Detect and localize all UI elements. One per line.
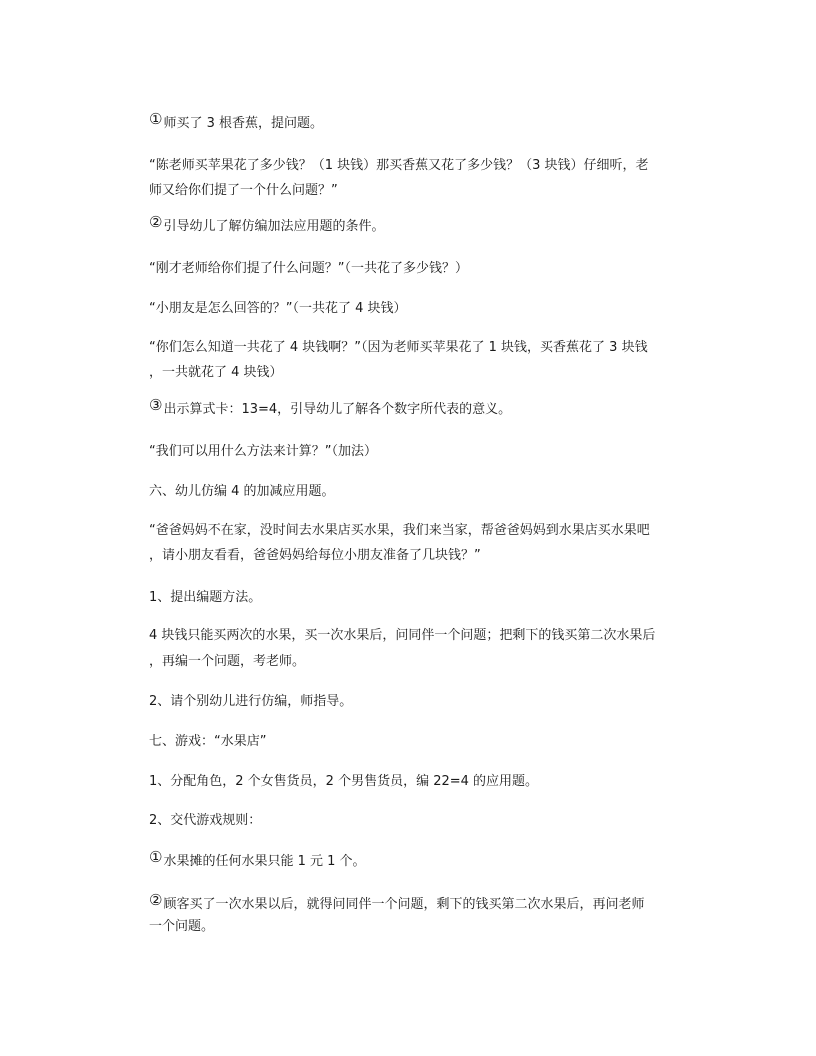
paragraph-line — [149, 260, 468, 278]
line-text: 引导幼儿了解仿编加法应用题的条件。 — [163, 219, 385, 234]
line-text: “小朋友是怎么回答的？”（一共花了 4 块钱） — [149, 301, 407, 316]
paragraph-line — [149, 398, 511, 419]
numbered-item — [149, 589, 261, 607]
paragraph-line — [149, 918, 214, 936]
line-text: 出示算式卡：13=4，引导幼儿了解各个数字所代表的意义。 — [163, 402, 512, 417]
paragraph-line — [149, 893, 644, 914]
line-text: “刚才老师给你们提了什么问题？”（一共花了多少钱？） — [149, 261, 468, 276]
line-text: “我们可以用什么方法来计算？”（加法） — [149, 444, 377, 459]
line-text: “你们怎么知道一共花了 4 块钱啊？”（因为老师买苹果花了 1 块钱，买香蕉花了 3 块钱 — [149, 340, 648, 355]
line-text: 顾客买了一次水果以后，就得问同伴一个问题，剩下的钱买第二次水果后，再问老师 — [163, 897, 645, 912]
numbered-item — [149, 773, 538, 791]
line-text: 六、幼儿仿编 4 的加减应用题。 — [149, 484, 335, 499]
line-text: ，请小朋友看看，爸爸妈妈给每位小朋友准备了几块钱？” — [149, 548, 481, 563]
line-text: 七、游戏：“水果店” — [149, 734, 267, 749]
line-text: 一个问题。 — [149, 919, 215, 934]
paragraph-line — [149, 112, 323, 133]
paragraph-line — [149, 627, 655, 645]
line-text: 2、请个别幼儿进行仿编，师指导。 — [149, 694, 353, 709]
circled-number-marker: ③ — [149, 396, 163, 414]
paragraph-line — [149, 443, 377, 461]
paragraph-line — [149, 522, 650, 540]
section-heading — [149, 483, 335, 501]
circled-number-marker: ① — [149, 848, 163, 866]
line-text: 2、交代游戏规则： — [149, 813, 262, 828]
line-text: 1、提出编题方法。 — [149, 590, 262, 605]
line-text: ，一共就花了 4 块钱） — [149, 365, 283, 380]
numbered-item — [149, 812, 261, 830]
line-text: “陈老师买苹果花了多少钱？（1 块钱）那买香蕉又花了多少钱？（3 块钱）仔细听，老 — [149, 158, 649, 173]
paragraph-line — [149, 850, 366, 871]
section-heading — [149, 733, 266, 751]
paragraph-line — [149, 364, 283, 382]
paragraph-line — [149, 157, 649, 175]
circled-number-marker: ② — [149, 213, 163, 231]
line-text: 4 块钱只能买两次的水果，买一次水果后，问同伴一个问题；把剩下的钱买第二次水果后 — [149, 628, 656, 643]
paragraph-line — [149, 653, 305, 671]
numbered-item — [149, 693, 352, 711]
paragraph-line — [149, 339, 648, 357]
line-text: 水果摊的任何水果只能 1 元 1 个。 — [163, 854, 366, 869]
paragraph-line — [149, 300, 407, 318]
line-text: 师又给你们提了一个什么问题？” — [149, 183, 338, 198]
line-text: 师买了 3 根香蕉，提问题。 — [163, 116, 323, 131]
line-text: ，再编一个问题，考老师。 — [149, 654, 306, 669]
circled-number-marker: ① — [149, 110, 163, 128]
paragraph-line — [149, 182, 338, 200]
paragraph-line — [149, 547, 481, 565]
line-text: 1、分配角色，2 个女售货员，2 个男售货员，编 22=4 的应用题。 — [149, 774, 539, 789]
line-text: “爸爸妈妈不在家，没时间去水果店买水果，我们来当家，帮爸爸妈妈到水果店买水果吧 — [149, 523, 650, 538]
paragraph-line — [149, 215, 384, 236]
circled-number-marker: ② — [149, 891, 163, 909]
